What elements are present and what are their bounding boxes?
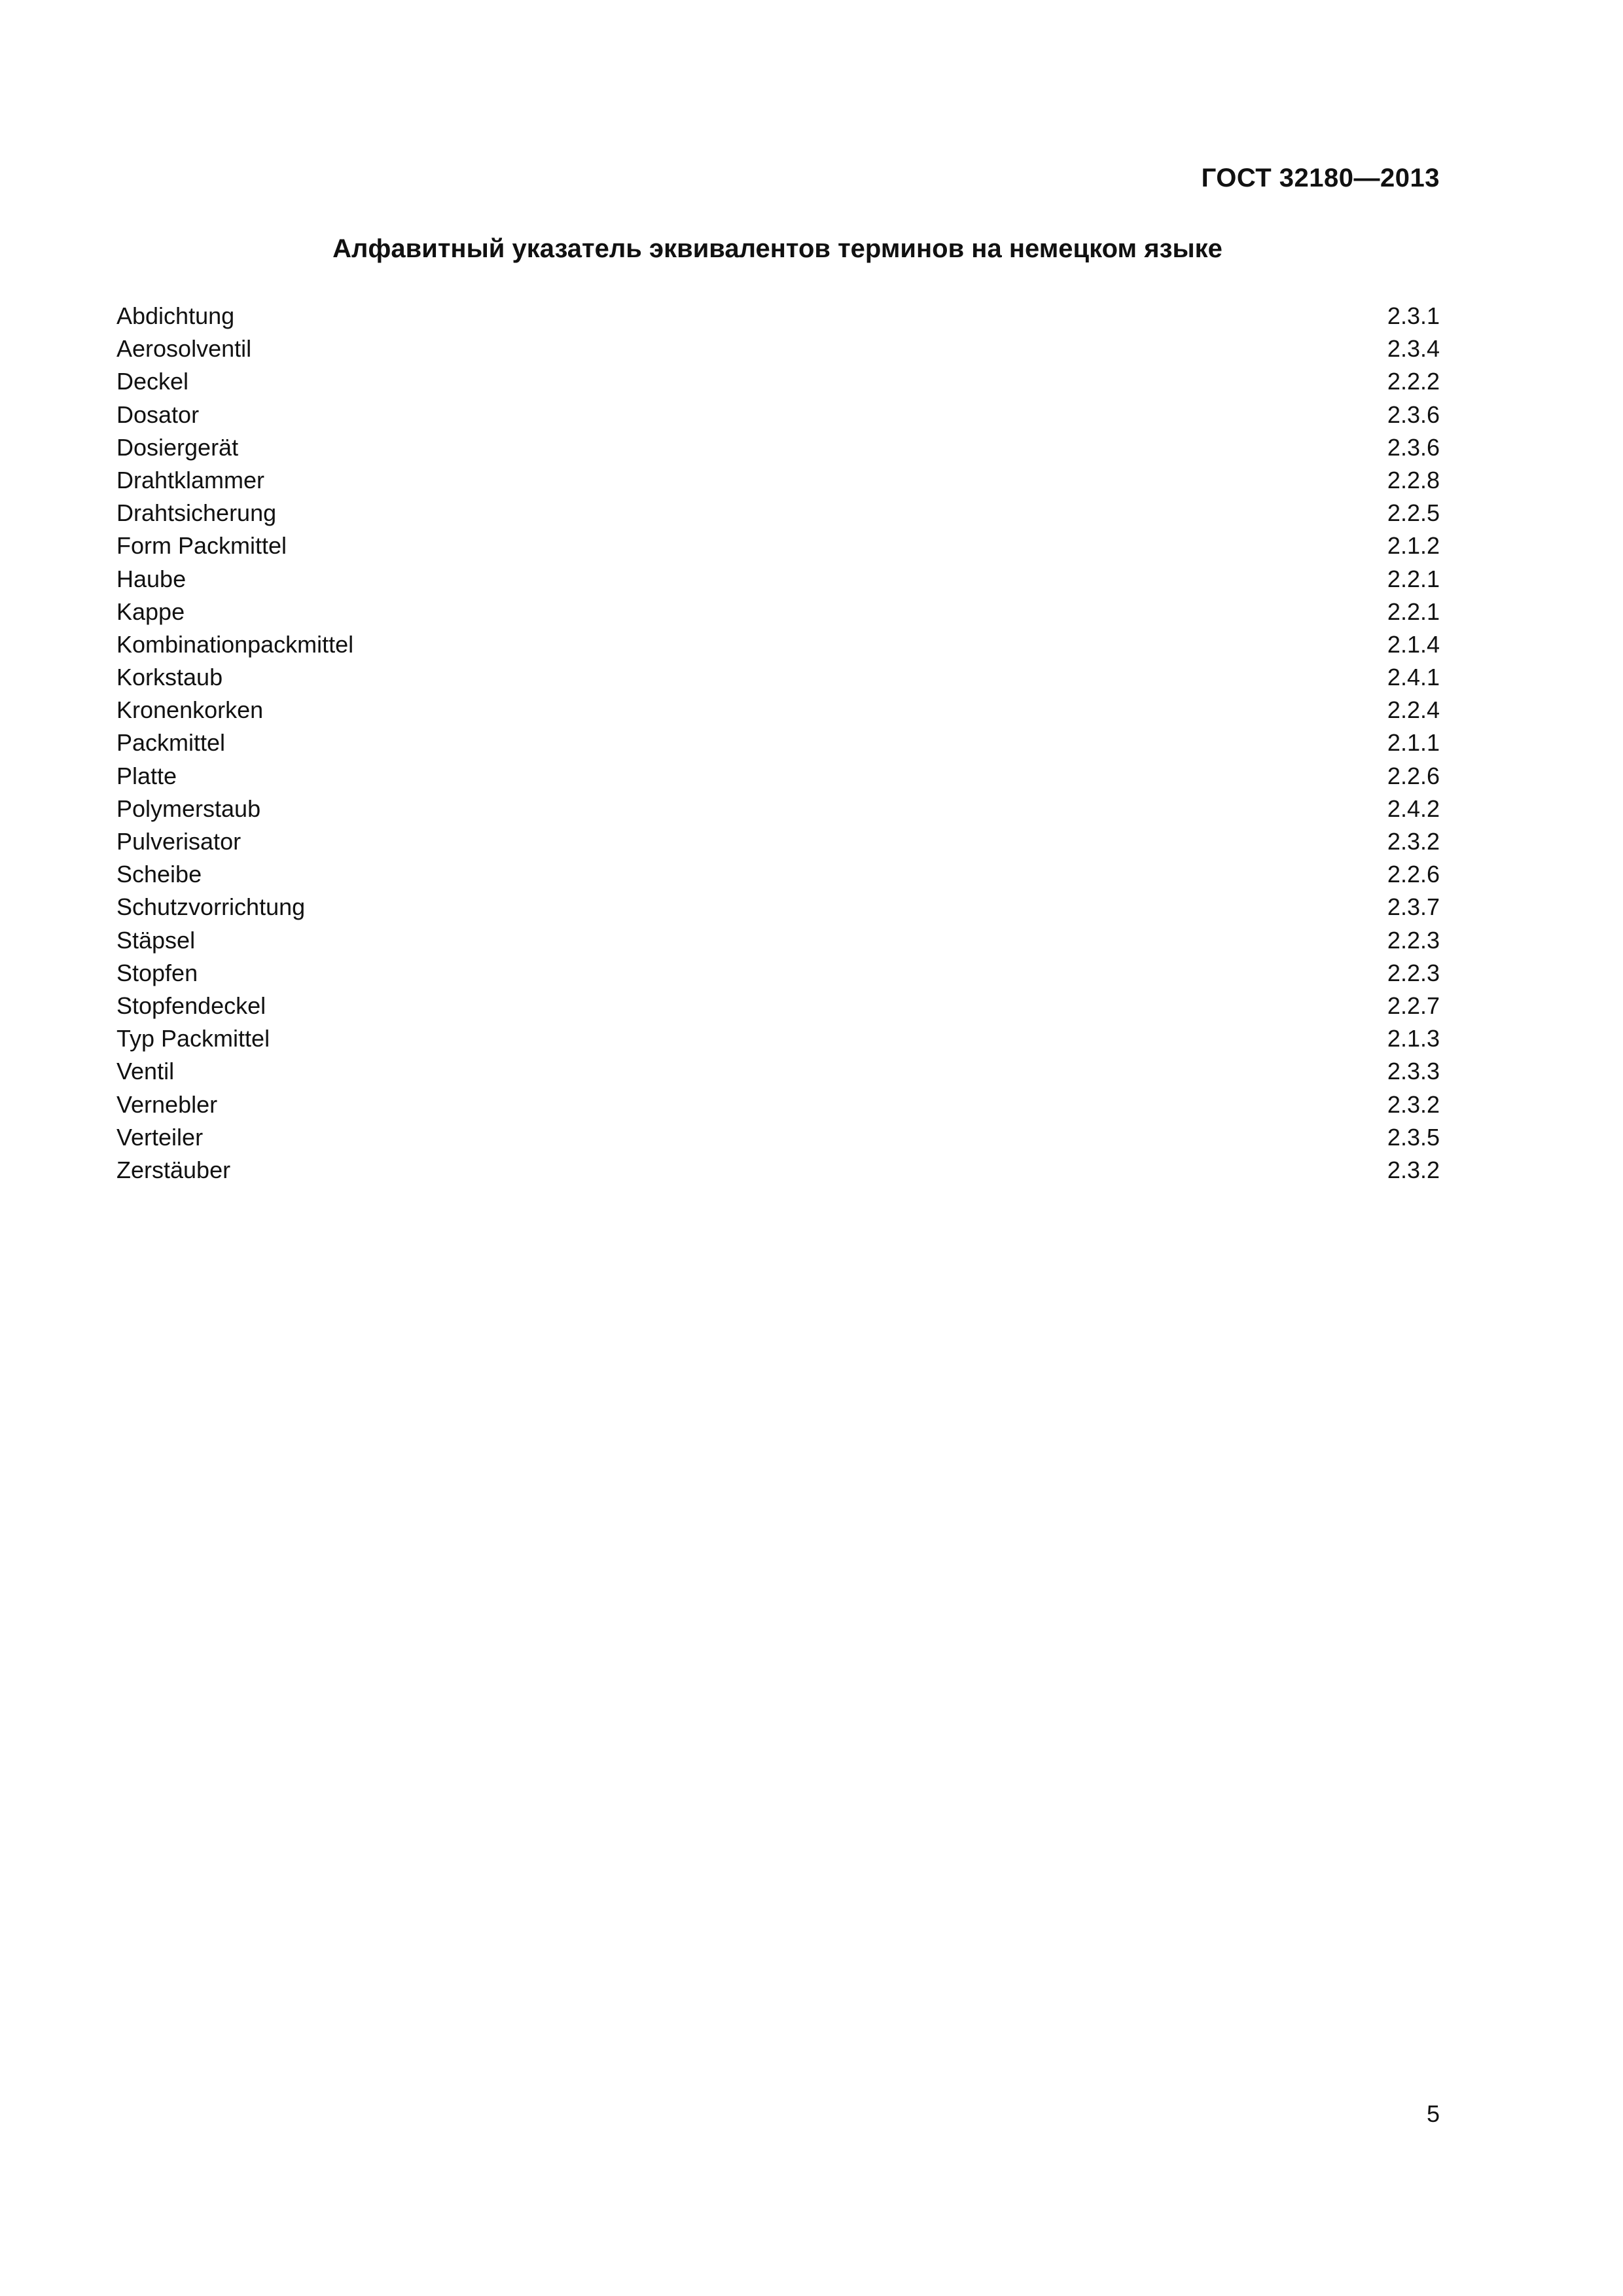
index-term-reference: 2.2.6 (1387, 861, 1440, 888)
index-term: Stopfen (116, 959, 198, 986)
index-term: Drahtsicherung (116, 499, 277, 527)
index-term-reference: 2.1.1 (1387, 729, 1440, 757)
index-term-reference: 2.2.8 (1387, 466, 1440, 493)
index-entry (116, 563, 1440, 596)
index-term-reference: 2.2.6 (1387, 762, 1440, 789)
index-entry (116, 399, 1440, 431)
index-term: Dosator (116, 401, 200, 428)
index-term: Zerstäuber (116, 1156, 231, 1183)
index-term-reference: 2.1.3 (1387, 1025, 1440, 1052)
index-term-reference: 2.3.1 (1387, 302, 1440, 329)
index-entry (116, 431, 1440, 464)
index-entry (116, 628, 1440, 661)
index-term-reference: 2.2.1 (1387, 598, 1440, 625)
index-entry (116, 694, 1440, 726)
index-entry (116, 497, 1440, 529)
index-term-reference: 2.2.5 (1387, 499, 1440, 527)
index-term: Scheibe (116, 861, 202, 888)
index-term: Platte (116, 762, 177, 789)
index-entry (116, 793, 1440, 825)
index-term: Abdichtung (116, 302, 235, 329)
index-term: Kronenkorken (116, 696, 264, 724)
index-entry (116, 924, 1440, 957)
index-entry (116, 858, 1440, 891)
index-term: Dosiergerät (116, 433, 239, 461)
index-term-reference: 2.2.7 (1387, 992, 1440, 1019)
index-term-reference: 2.3.6 (1387, 433, 1440, 461)
index-entry (116, 891, 1440, 924)
index-term-reference: 2.2.1 (1387, 565, 1440, 592)
index-entry (116, 300, 1440, 332)
index-entry (116, 957, 1440, 990)
index-term-reference: 2.1.2 (1387, 532, 1440, 560)
index-term-reference: 2.2.4 (1387, 696, 1440, 724)
index-title: Алфавитный указатель эквивалентов терминов на немецком языке (332, 234, 1222, 263)
index-term-reference: 2.4.1 (1387, 664, 1440, 691)
index-term-reference: 2.3.2 (1387, 828, 1440, 855)
index-term: Haube (116, 565, 187, 592)
index-entry (116, 596, 1440, 628)
index-term-reference: 2.1.4 (1387, 630, 1440, 658)
index-entry (116, 661, 1440, 694)
index-entry (116, 990, 1440, 1022)
index-term: Korkstaub (116, 664, 223, 691)
index-term: Stäpsel (116, 926, 196, 954)
index-entry (116, 1022, 1440, 1055)
index-entry (116, 1055, 1440, 1088)
index-term-reference: 2.4.2 (1387, 795, 1440, 822)
index-entry (116, 332, 1440, 365)
index-term-reference: 2.3.5 (1387, 1123, 1440, 1151)
index-term-reference: 2.3.2 (1387, 1156, 1440, 1183)
index-term-reference: 2.2.3 (1387, 926, 1440, 954)
index-entry (116, 1088, 1440, 1121)
page-number: 5 (1426, 2100, 1440, 2127)
index-term-reference: 2.2.3 (1387, 959, 1440, 986)
index-term-reference: 2.3.4 (1387, 335, 1440, 363)
index-term: Aerosolventil (116, 335, 252, 363)
index-term: Kappe (116, 598, 185, 625)
document-code: ГОСТ 32180—2013 (1201, 164, 1440, 192)
index-entry (116, 529, 1440, 562)
index-entry (116, 760, 1440, 793)
index-term: Schutzvorrichtung (116, 893, 306, 921)
index-term: Typ Packmittel (116, 1025, 270, 1052)
index-entry (116, 726, 1440, 759)
index-entry (116, 825, 1440, 858)
index-term: Ventil (116, 1058, 175, 1085)
index-term: Deckel (116, 368, 189, 395)
index-term: Drahtklammer (116, 466, 265, 493)
index-term: Verteiler (116, 1123, 204, 1151)
index-term: Form Packmittel (116, 532, 287, 560)
index-term-reference: 2.3.6 (1387, 401, 1440, 428)
index-term: Vernebler (116, 1090, 218, 1118)
index-entry (116, 1121, 1440, 1154)
index-term-reference: 2.2.2 (1387, 368, 1440, 395)
index-term: Packmittel (116, 729, 226, 757)
index-term: Pulverisator (116, 828, 241, 855)
index-entry (116, 1154, 1440, 1187)
index-term-reference: 2.3.7 (1387, 893, 1440, 921)
term-index-list (116, 300, 1440, 1187)
index-term: Stopfendeckel (116, 992, 266, 1019)
index-entry (116, 365, 1440, 398)
index-term: Polymerstaub (116, 795, 261, 822)
index-term-reference: 2.3.2 (1387, 1090, 1440, 1118)
index-term-reference: 2.3.3 (1387, 1058, 1440, 1085)
index-term: Kombinationpackmittel (116, 630, 354, 658)
index-entry (116, 464, 1440, 497)
